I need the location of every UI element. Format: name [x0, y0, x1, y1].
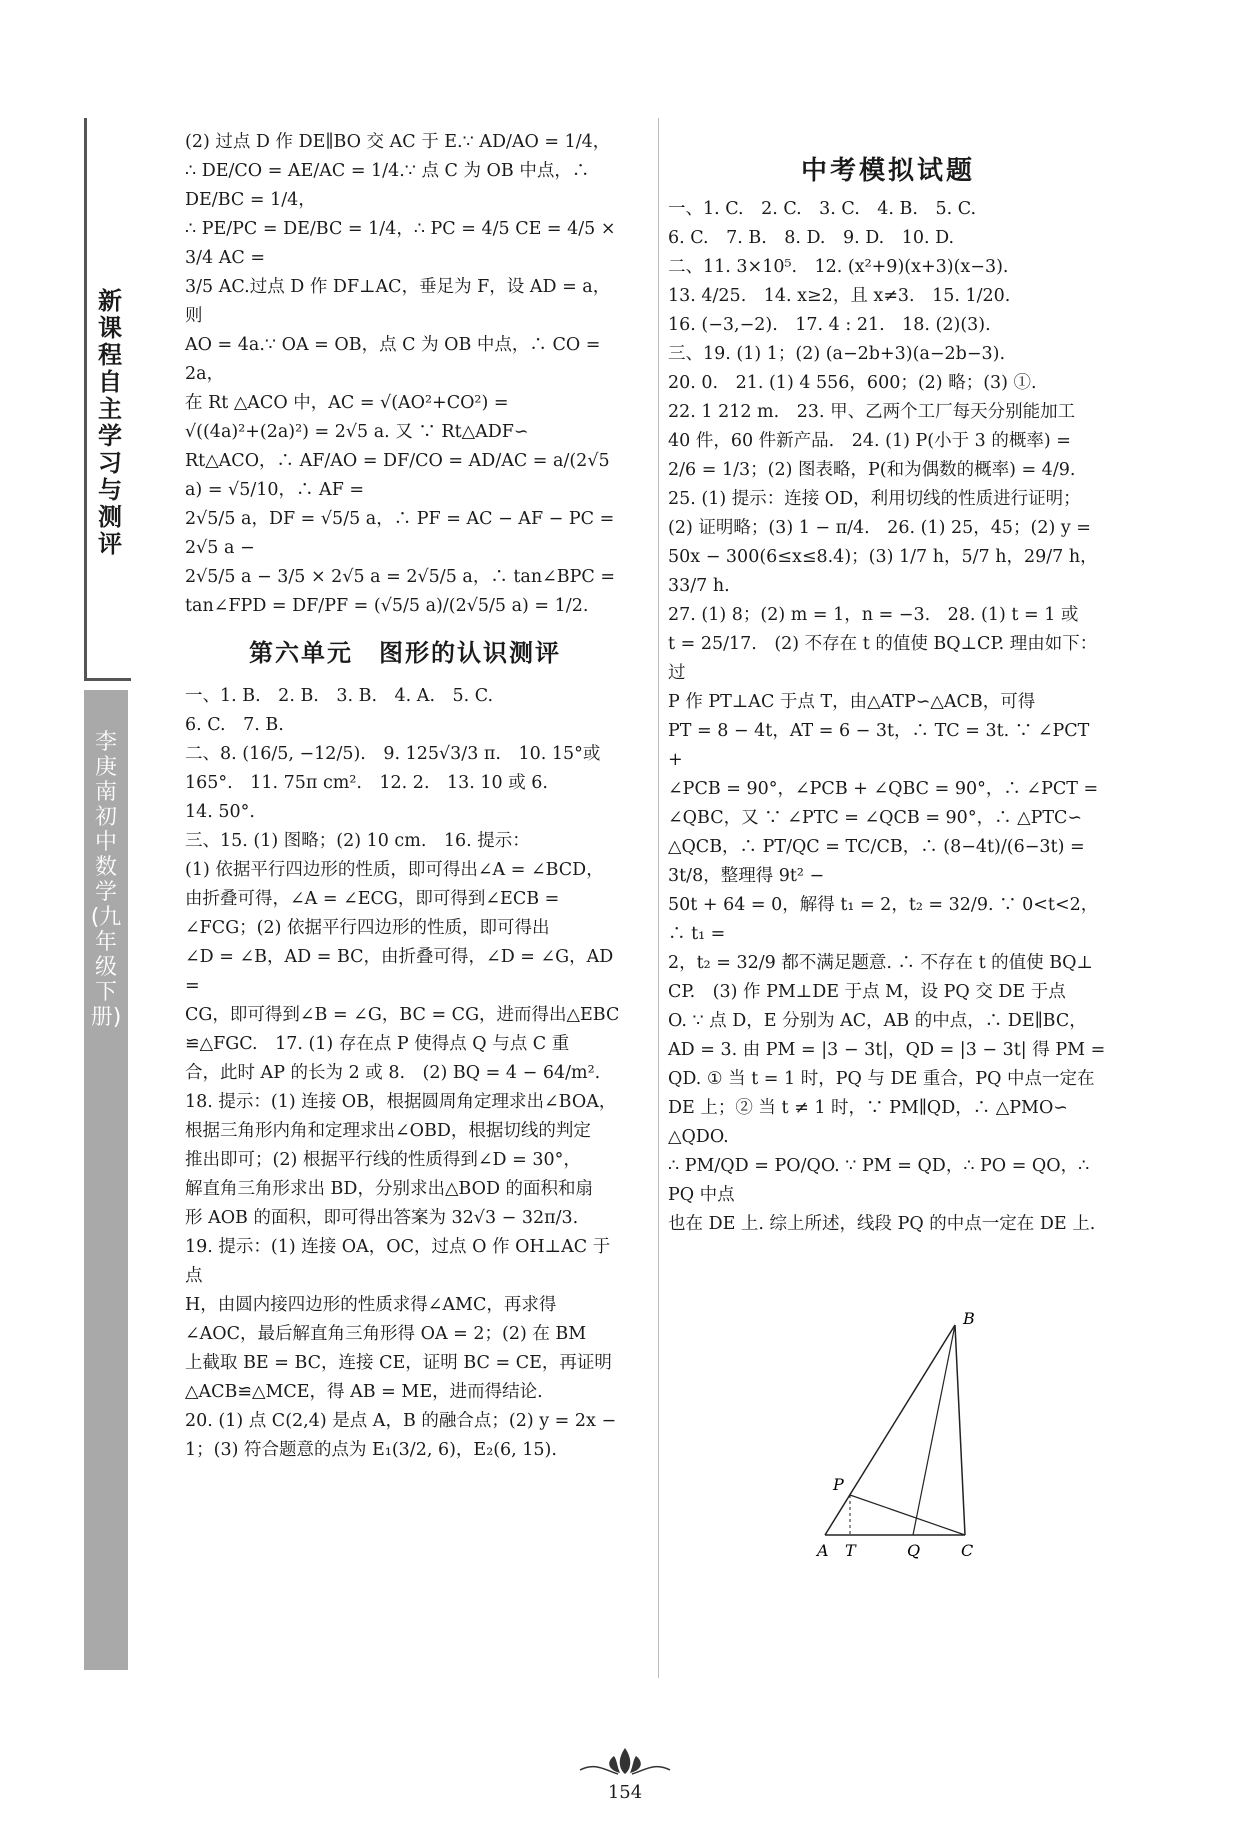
- text-line: ∠D = ∠B，AD = BC，由折叠可得，∠D = ∠G，AD =: [185, 947, 619, 996]
- label-p: P: [833, 1475, 844, 1494]
- text-line: PT = 8 − 4t，AT = 6 − 3t，∴ TC = 3t. ∵ ∠PCT +: [668, 721, 1095, 770]
- text-line: O. ∵ 点 D，E 分别为 AC，AB 的中点，∴ DE∥BC，: [668, 1011, 1087, 1031]
- text-line: 13. 4/25. 14. x≥2，且 x≠3. 15. 1/20.: [668, 286, 1011, 306]
- text-line: 20. 0. 21. (1) 4 556，600；(2) 略；(3) ①.: [668, 373, 1037, 393]
- text-line: 也在 DE 上. 综上所述，线段 PQ 的中点一定在 DE 上.: [668, 1214, 1096, 1234]
- text-line: P 作 PT⊥AC 于点 T，由△ATP∽△ACB，可得: [668, 692, 1036, 712]
- text-line: 20. (1) 点 C(2,4) 是点 A，B 的融合点；(2) y = 2x −: [185, 1411, 617, 1431]
- sidebar-subtitle-band: [84, 690, 128, 1670]
- text-line: t = 25/17. (2) 不存在 t 的值使 BQ⊥CP. 理由如下：过: [668, 634, 1098, 683]
- text-line: (2) 证明略；(3) 1 − π/4. 26. (1) 25，45；(2) y =: [668, 518, 1091, 538]
- text-line: tan∠FPD = DF/PF = (√5/5 a)/(2√5/5 a) = 1/2.: [185, 596, 589, 616]
- leaf-ornament: [570, 1740, 680, 1780]
- text-line: ∠QBC，又 ∵ ∠PTC = ∠QCB = 90°，∴ △PTC∽: [668, 808, 1083, 828]
- edge-ab: [825, 1325, 955, 1535]
- right-title: 中考模拟试题: [800, 156, 975, 186]
- book-title-text: 新课程自主学习与测评: [98, 287, 122, 558]
- triangle-figure: [795, 1310, 995, 1565]
- right-column: [668, 195, 1108, 1239]
- text-line: 2，t₂ = 32/9 都不满足题意. ∴ 不存在 t 的值使 BQ⊥: [668, 953, 1093, 973]
- text-line: ∴ PE/PC = DE/BC = 1/4，∴ PC = 4/5 CE = 4/5 × 3/4 AC =: [185, 219, 622, 268]
- text-line: 6. C. 7. B.: [185, 715, 284, 735]
- text-line: ∴ DE/CO = AE/AC = 1/4.∵ 点 C 为 OB 中点，∴ DE/BC = 1/4，: [185, 161, 595, 210]
- text-line: △QCB，∴ PT/QC = TC/CB，∴ (8−4t)/(6−3t) = 3t/8，整理得 9t² −: [668, 837, 1091, 886]
- text-line: 根据三角形内角和定理求出∠OBD，根据切线的判定: [185, 1121, 591, 1141]
- text-line: 40 件，60 件新产品. 24. (1) P(小于 3 的概率) =: [668, 431, 1071, 451]
- text-line: △ACB≌△MCE，得 AB = ME，进而得结论.: [185, 1382, 543, 1402]
- text-line: ∠PCB = 90°，∠PCB + ∠QBC = 90°，∴ ∠PCT =: [668, 779, 1099, 799]
- text-line: 50t + 64 = 0，解得 t₁ = 2，t₂ = 32/9. ∵ 0<t<2，∴ t₁ =: [668, 895, 1099, 944]
- edge-bc: [955, 1325, 965, 1535]
- text-line: 14. 50°.: [185, 802, 255, 822]
- text-line: 形 AOB 的面积，即可得出答案为 32√3 − 32π/3.: [185, 1208, 579, 1228]
- column-divider: [658, 118, 659, 1678]
- text-line: √((4a)²+(2a)²) = 2√5 a. 又 ∵ Rt△ADF∽: [185, 422, 529, 442]
- text-line: 一、1. C. 2. C. 3. C. 4. B. 5. C.: [668, 199, 977, 219]
- label-a: A: [817, 1541, 829, 1560]
- segment-pc: [850, 1495, 965, 1535]
- text-line: ∴ PM/QD = PO/QO. ∵ PM = QD，∴ PO = QO，∴ PQ 中点: [668, 1156, 1095, 1205]
- text-line: DE 上；② 当 t ≠ 1 时，∵ PM∥QD，∴ △PMO∽: [668, 1098, 1068, 1118]
- text-line: 50x − 300(6≤x≤8.4)；(3) 1/7 h，5/7 h，29/7 h，33/7 h.: [668, 547, 1098, 596]
- text-line: 二、8. (16/5, −12/5). 9. 125√3/3 π. 10. 15°或: [185, 744, 601, 764]
- text-line: 3/5 AC.过点 D 作 DF⊥AC，垂足为 F，设 AD = a，则: [185, 277, 611, 326]
- segment-bq: [913, 1325, 955, 1535]
- section-heading: 第六单元 图形的认识测评: [249, 639, 561, 667]
- right-answers: [668, 195, 1108, 1239]
- section-answers: [185, 682, 625, 1465]
- text-line: 上截取 BE = BC，连接 CE，证明 BC = CE，再证明: [185, 1353, 612, 1373]
- text-line: ∠AOC，最后解直角三角形得 OA = 2；(2) 在 BM: [185, 1324, 587, 1344]
- text-line: AO = 4a.∵ OA = OB，点 C 为 OB 中点，∴ CO = 2a，: [185, 335, 607, 384]
- text-line: 6. C. 7. B. 8. D. 9. D. 10. D.: [668, 228, 955, 248]
- text-line: 合，此时 AP 的长为 2 或 8. (2) BQ = 4 − 64/m².: [185, 1063, 601, 1083]
- text-line: 2√5/5 a，DF = √5/5 a，∴ PF = AC − AF − PC = 2√5 a −: [185, 509, 620, 558]
- text-line: 16. (−3,−2). 17. 4 : 21. 18. (2)(3).: [668, 315, 991, 335]
- text-line: 2√5/5 a − 3/5 × 2√5 a = 2√5/5 a，∴ tan∠BPC =: [185, 567, 616, 587]
- text-line: ∠FCG；(2) 依据平行四边形的性质，即可得出: [185, 918, 550, 938]
- label-b: B: [963, 1310, 975, 1328]
- text-line: 18. 提示：(1) 连接 OB，根据圆周角定理求出∠BOA，: [185, 1092, 617, 1112]
- text-line: 2/6 = 1/3；(2) 图表略，P(和为偶数的概率) = 4/9.: [668, 460, 1076, 480]
- left-solution-block: [185, 128, 625, 621]
- text-line: 在 Rt △ACO 中，AC = √(AO²+CO²) =: [185, 393, 509, 413]
- text-line: CG，即可得到∠B = ∠G，BC = CG，进而得出△EBC: [185, 1005, 620, 1025]
- text-line: AD = 3. 由 PM = |3 − 3t|，QD = |3 − 3t| 得 PM =: [668, 1040, 1106, 1060]
- text-line: 推出即可；(2) 根据平行线的性质得到∠D = 30°，: [185, 1150, 581, 1170]
- text-line: 165°. 11. 75π cm². 12. 2. 13. 10 或 6.: [185, 773, 548, 793]
- text-line: 解直角三角形求出 BD，分别求出△BOD 的面积和扇: [185, 1179, 594, 1199]
- label-t: T: [845, 1541, 856, 1560]
- sidebar-book-title: [84, 118, 131, 681]
- page-number: 154: [607, 1782, 643, 1803]
- text-line: 一、1. B. 2. B. 3. B. 4. A. 5. C.: [185, 686, 494, 706]
- text-line: 25. (1) 提示：连接 OD，利用切线的性质进行证明；: [668, 489, 1081, 509]
- text-line: 19. 提示：(1) 连接 OA，OC，过点 O 作 OH⊥AC 于点: [185, 1237, 611, 1286]
- label-c: C: [961, 1541, 974, 1560]
- text-line: (2) 过点 D 作 DE∥BO 交 AC 于 E.∵ AD/AO = 1/4，: [185, 132, 611, 152]
- text-line: 22. 1 212 m. 23. 甲、乙两个工厂每天分别能加工: [668, 402, 1076, 422]
- label-q: Q: [907, 1541, 921, 1560]
- text-line: 二、11. 3×10⁵. 12. (x²+9)(x+3)(x−3).: [668, 257, 1009, 277]
- text-line: 1；(3) 符合题意的点为 E₁(3/2, 6)，E₂(6, 15).: [185, 1440, 557, 1460]
- left-column: [185, 128, 625, 1465]
- text-line: 三、15. (1) 图略；(2) 10 cm. 16. 提示：: [185, 831, 530, 851]
- text-line: (1) 依据平行四边形的性质，即可得出∠A = ∠BCD，: [185, 860, 604, 880]
- text-line: 27. (1) 8；(2) m = 1，n = −3. 28. (1) t = 1 或: [668, 605, 1079, 625]
- text-line: QD. ① 当 t = 1 时，PQ 与 DE 重合，PQ 中点一定在: [668, 1069, 1095, 1089]
- text-line: CP. (3) 作 PM⊥DE 于点 M，设 PQ 交 DE 于点: [668, 982, 1066, 1002]
- text-line: ≌△FGC. 17. (1) 存在点 P 使得点 Q 与点 C 重: [185, 1034, 570, 1054]
- text-line: 由折叠可得，∠A = ∠ECG，即可得到∠ECB =: [185, 889, 560, 909]
- book-subtitle-text: 李庚南初中数学(九年级下册): [90, 730, 122, 1030]
- text-line: H，由圆内接四边形的性质求得∠AMC，再求得: [185, 1295, 557, 1315]
- text-line: △QDO.: [668, 1127, 729, 1147]
- text-line: Rt△ACO，∴ AF/AO = DF/CO = AD/AC = a/(2√5 a) = √5/10，∴ AF =: [185, 451, 616, 500]
- text-line: 三、19. (1) 1；(2) (a−2b+3)(a−2b−3).: [668, 344, 1006, 364]
